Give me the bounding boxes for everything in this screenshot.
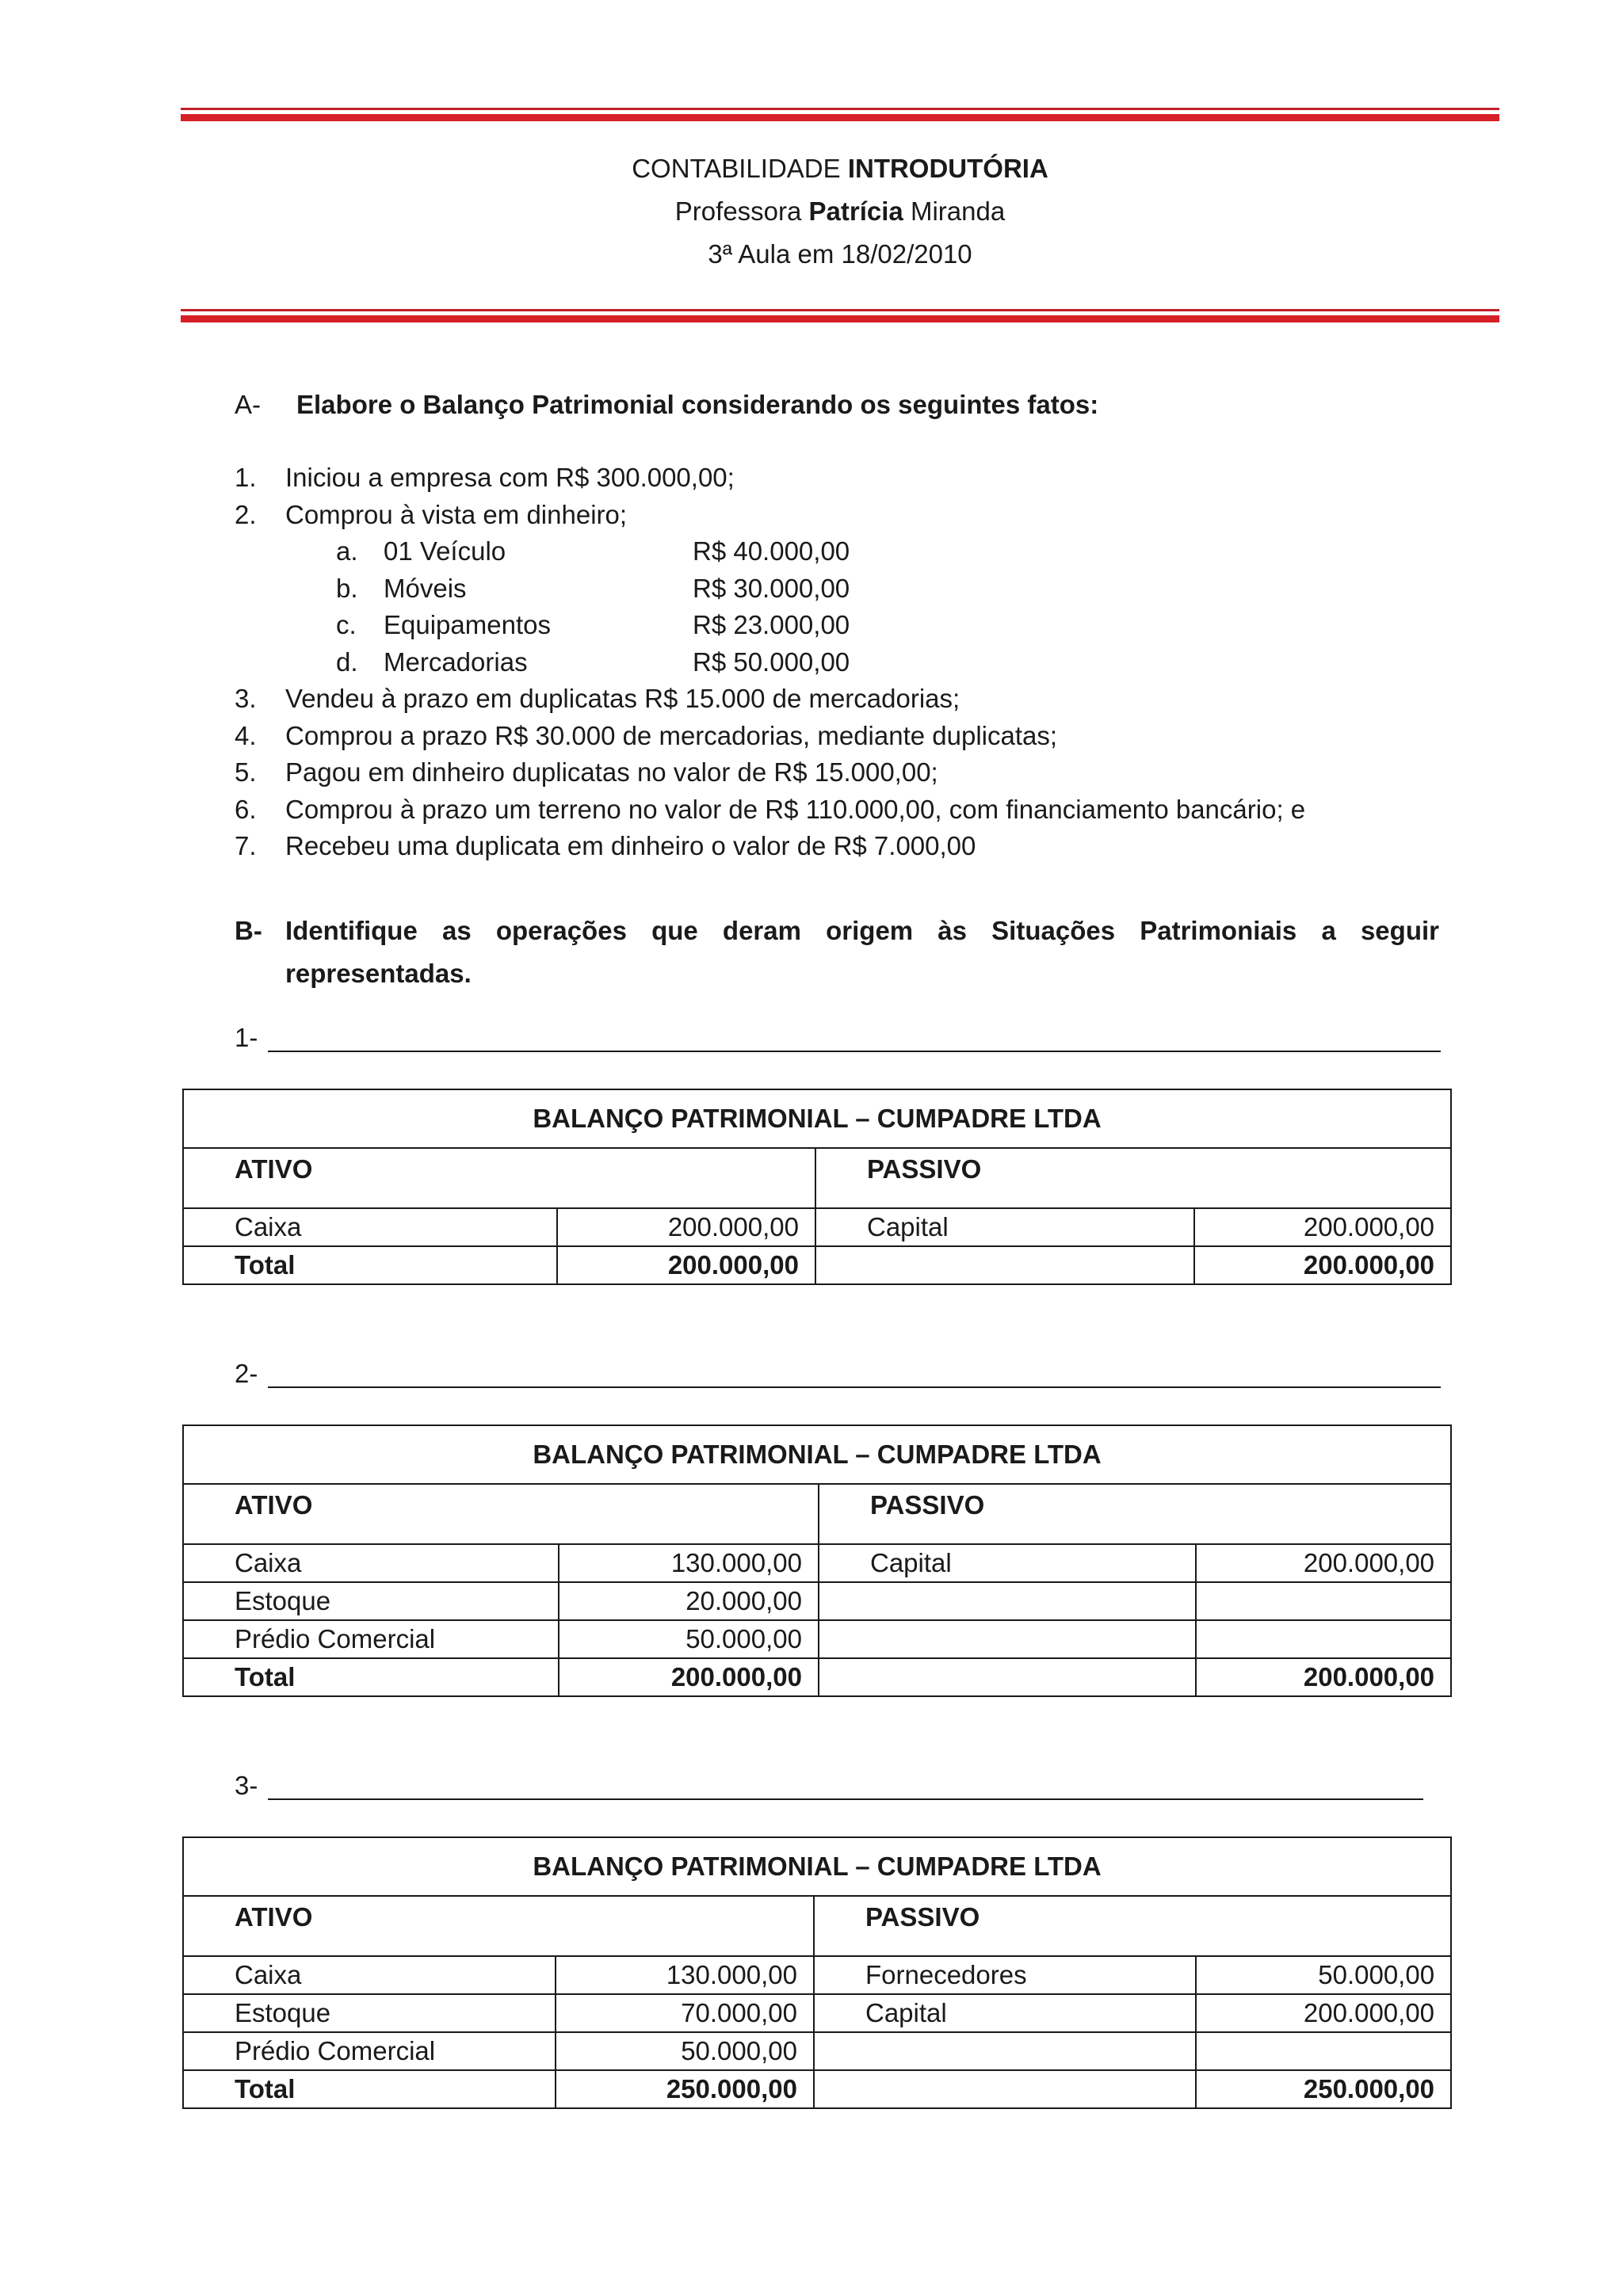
table-row: Prédio Comercial 50.000,00	[183, 1620, 1451, 1658]
sublist-item: b. Móveis R$ 30.000,00	[336, 573, 850, 603]
table-row: Caixa 200.000,00 Capital 200.000,00	[183, 1208, 1451, 1246]
balance-sheet-3	[182, 1836, 1452, 2109]
list-item: 5. Pagou em dinheiro duplicatas no valor de R$ 15.000,00;	[235, 757, 938, 787]
passivo-header: PASSIVO	[814, 1896, 1451, 1956]
table-row: Caixa 130.000,00 Fornecedores 50.000,00	[183, 1956, 1451, 1994]
header-rule-bottom	[181, 309, 1499, 322]
list-item: 3. Vendeu à prazo em duplicatas R$ 15.000 de mercadorias;	[235, 684, 960, 713]
passivo-header: PASSIVO	[815, 1148, 1451, 1208]
ativo-header: ATIVO	[183, 1896, 814, 1956]
facts-list	[235, 460, 1503, 865]
lesson-date: 3ª Aula em 18/02/2010	[708, 239, 972, 269]
table-row: Caixa 130.000,00 Capital 200.000,00	[183, 1544, 1451, 1582]
sublist-item: a. 01 Veículo R$ 40.000,00	[336, 536, 850, 566]
section-a-heading: A- Elabore o Balanço Patrimonial considerando os seguintes fatos:	[235, 390, 1099, 419]
table-title: BALANÇO PATRIMONIAL – CUMPADRE LTDA	[183, 1089, 1451, 1148]
ativo-header: ATIVO	[183, 1484, 819, 1544]
list-item: 2. Comprou à vista em dinheiro; a. 01 Veículo R$ 40.000,00 b. Móveis R$ 30.000,00 c. Equipamentos R$ 23.000,00 d. Mercadorias R$ 50.000,00	[235, 497, 1503, 681]
total-row: Total 250.000,00 250.000,00	[183, 2070, 1451, 2108]
ativo-header: ATIVO	[183, 1148, 815, 1208]
table-row: Estoque 20.000,00	[183, 1582, 1451, 1620]
list-item: 7. Recebeu uma duplicata em dinheiro o valor de R$ 7.000,00	[235, 831, 976, 860]
document-header	[181, 147, 1499, 276]
balance-sheet-1	[182, 1089, 1452, 1285]
section-b-heading: B- Identifique as operações que deram origem às Situações Patrimoniais a seguir representadas.	[235, 916, 1439, 988]
purchase-sublist	[285, 533, 1503, 681]
passivo-header: PASSIVO	[819, 1484, 1451, 1544]
sublist-item: d. Mercadorias R$ 50.000,00	[336, 646, 850, 677]
table-title: BALANÇO PATRIMONIAL – CUMPADRE LTDA	[183, 1837, 1451, 1896]
list-item: 1. Iniciou a empresa com R$ 300.000,00;	[235, 463, 735, 492]
table-row: Estoque 70.000,00 Capital 200.000,00	[183, 1994, 1451, 2032]
course-title: CONTABILIDADE INTRODUTÓRIA	[632, 154, 1048, 183]
balance-sheet-2	[182, 1425, 1452, 1697]
total-row: Total 200.000,00 200.000,00	[183, 1658, 1451, 1696]
sublist-item: c. Equipamentos R$ 23.000,00	[336, 610, 850, 639]
table-row: Prédio Comercial 50.000,00	[183, 2032, 1451, 2070]
header-rule-top	[181, 108, 1499, 121]
list-item: 6. Comprou à prazo um terreno no valor de R$ 110.000,00, com financiamento bancário; e	[235, 794, 1306, 824]
list-item: 4. Comprou a prazo R$ 30.000 de mercadorias, mediante duplicatas;	[235, 720, 1058, 750]
professor-name: Professora Patrícia Miranda	[674, 196, 1006, 226]
total-row: Total 200.000,00 200.000,00	[183, 1246, 1451, 1284]
table-title: BALANÇO PATRIMONIAL – CUMPADRE LTDA	[183, 1425, 1451, 1484]
